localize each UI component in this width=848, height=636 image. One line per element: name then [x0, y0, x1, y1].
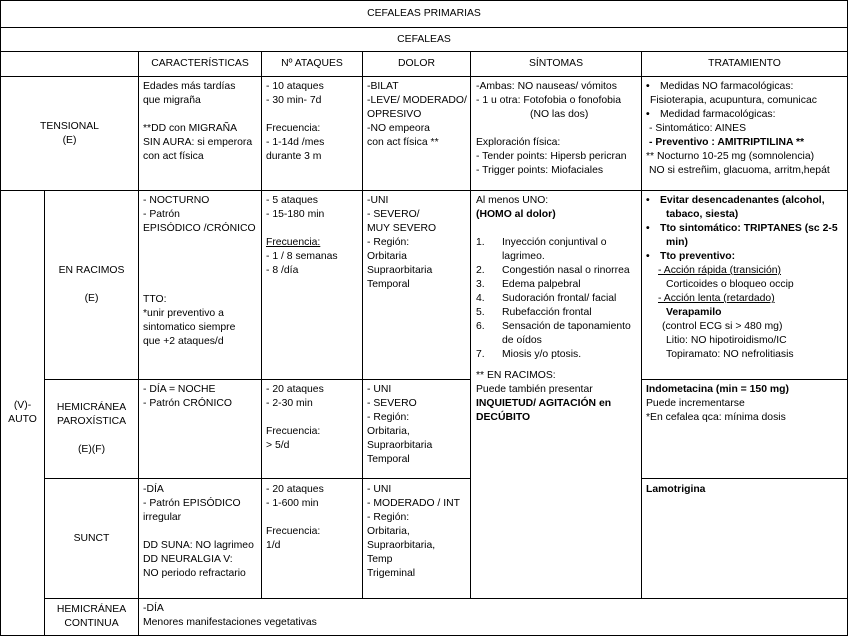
tensional-caracteristicas [143, 80, 261, 164]
header-tratamiento [642, 52, 847, 76]
text-line: (HOMO al dolor) [476, 209, 556, 220]
text-line: TTO: [143, 294, 167, 305]
text-line: - Preventivo : AMITRIPTILINA ** [649, 137, 805, 148]
spacer [476, 362, 641, 369]
bullet-icon: • [646, 195, 650, 206]
spacer [266, 511, 361, 525]
text-line: *En cefalea qca: mínima dosis [646, 412, 786, 423]
text-line: Supraorbitaria, [367, 540, 436, 551]
rule [362, 51, 363, 599]
text-line: - MODERADO / INT [367, 498, 460, 509]
table-subtitle [0, 28, 848, 51]
text-line: Exploración física: [476, 137, 561, 148]
text-line: - 8 /día [266, 265, 299, 276]
row-name: SUNCT [73, 532, 110, 544]
text-line: OPRESIVO [367, 109, 422, 120]
list-number: 4. [476, 293, 485, 304]
spacer [476, 122, 641, 136]
text-line: EPISÓDICO /CRÓNICO [143, 223, 256, 234]
racimos-dolor [367, 194, 470, 292]
row-code: (E) [84, 293, 99, 304]
text-line: -DÍA [143, 603, 164, 614]
list-number: 3. [476, 279, 485, 290]
text-line: DD NEURALGIA V: [143, 554, 233, 565]
spacer [476, 222, 641, 236]
header-caracteristicas [139, 52, 261, 76]
list-text: Sudoración frontal/ facial [502, 293, 617, 304]
sunct-ataques [266, 483, 361, 553]
list-item [476, 306, 641, 320]
bullet-icon: • [646, 251, 650, 262]
text-line: Topiramato: NO nefrolitiasis [666, 349, 794, 360]
text-line: > 5/d [266, 440, 290, 451]
row-name: HEMICRÁNEA [56, 402, 127, 413]
text-line: Medidas NO farmacológicas: [660, 81, 794, 92]
text-line: min) [666, 237, 688, 248]
text-line: NO periodo refractario [143, 568, 246, 579]
row-name: HEMICRÁNEA [56, 604, 127, 615]
text-line: Frecuencia: [266, 526, 321, 537]
header-label: SÍNTOMAS [528, 58, 584, 69]
hemicranea-caracteristicas [143, 383, 261, 411]
list-item [476, 348, 641, 362]
text-line: - 1 u otra: Fotofobia o fonofobia [476, 95, 621, 106]
racimos-tratamiento [646, 194, 847, 362]
group-line: (V)- [13, 400, 32, 411]
hemicranea-tratamiento [646, 383, 847, 425]
spacer [143, 525, 261, 539]
text-line: Trigeminal [367, 568, 416, 579]
text-line: Verapamilo [666, 307, 722, 318]
rule [44, 598, 848, 599]
text-line: Evitar desencadenantes (alcohol, [660, 195, 825, 206]
text-line: - 15-180 min [266, 209, 325, 220]
text-line: Indometacina (min = 150 mg) [646, 384, 789, 395]
text-line: tabaco, siesta) [666, 209, 739, 220]
header-sintomas [471, 52, 641, 76]
bullet-item [646, 250, 847, 264]
group-label-auto [1, 191, 44, 635]
text-line: sintomatico siempre [143, 322, 236, 333]
text-line: *unir preventivo a [143, 308, 224, 319]
bullet-item [646, 222, 847, 236]
text-line: irregular [143, 512, 182, 523]
text-line: -LEVE/ MODERADO/ [367, 95, 467, 106]
text-line: Al menos UNO: [476, 195, 549, 206]
rule [641, 51, 642, 599]
text-line: -DÍA [143, 484, 164, 495]
header-ataques [262, 52, 362, 76]
text-line: - Acción rápida (transición) [658, 265, 782, 276]
list-text: Congestión nasal o rinorrea [502, 265, 630, 276]
text-line: SIN AURA: si emperora [143, 137, 253, 148]
text-line: Supraorbitaria [367, 265, 433, 276]
row-name: EN RACIMOS [58, 265, 125, 276]
table-title [0, 1, 848, 27]
text-line: Medidad farmacológicas: [660, 109, 776, 120]
text-line: con act física [143, 151, 204, 162]
text-line: Corticoides o bloqueo occip [666, 279, 794, 290]
text-line: Frecuencia: [266, 237, 321, 248]
text-line: - 1 / 8 semanas [266, 251, 338, 262]
text-line: 1/d [266, 540, 281, 551]
text-line: - Patrón [143, 209, 180, 220]
row-label-continua [45, 599, 138, 635]
rule [138, 51, 139, 599]
text-line: que migraña [143, 95, 201, 106]
row-code: (E) [62, 134, 77, 146]
bullet-item [646, 194, 847, 208]
spacer [143, 108, 261, 122]
text-line: - Región: [367, 512, 410, 523]
text-line: Frecuencia: [266, 123, 321, 134]
text-line: Puede incrementarse [646, 398, 745, 409]
text-line: durante 3 m [266, 151, 322, 162]
text-line: - UNI [367, 384, 392, 395]
text-line: - 10 ataques [266, 81, 324, 92]
text-line: - 5 ataques [266, 195, 318, 206]
text-line: - 20 ataques [266, 484, 324, 495]
row-code: (E)(F) [77, 444, 106, 455]
row-label-sunct [45, 479, 138, 598]
list-item [476, 264, 641, 278]
text-line: DD SUNA: NO lagrimeo [143, 540, 254, 551]
text-line: Menores manifestaciones vegetativas [143, 617, 317, 628]
text-line: DECÚBITO [476, 412, 531, 423]
text-line: MUY SEVERO [367, 223, 437, 234]
racimos-tto [143, 293, 261, 349]
text-line: ** EN RACIMOS: [476, 370, 556, 381]
text-line: - 1-14d /mes [266, 137, 325, 148]
title-text: CEFALEAS PRIMARIAS [367, 8, 481, 19]
text-line: Orbitaria [367, 251, 407, 262]
rule [138, 598, 139, 636]
shared-sintomas [476, 194, 641, 425]
header-label: CARACTERÍSTICAS [151, 58, 249, 69]
row-label-racimos [45, 191, 138, 379]
text-line: -UNI [367, 195, 389, 206]
list-text: Rubefacción frontal [502, 307, 592, 318]
text-line: Fisioterapia, acupuntura, comunicac [650, 95, 817, 106]
list-text: Inyección conjuntival o [502, 237, 607, 248]
list-number: 7. [476, 349, 485, 360]
rule [641, 478, 848, 479]
list-number: 2. [476, 265, 485, 276]
text-line: - 2-30 min [266, 398, 313, 409]
row-label-hemicranea [45, 380, 138, 478]
sunct-dolor [367, 483, 470, 581]
text-line: Frecuencia: [266, 426, 321, 437]
text-line: (control ECG si > 480 mg) [662, 321, 783, 332]
tensional-sintomas [476, 80, 641, 178]
text-line: - Región: [367, 412, 410, 423]
list-item [476, 236, 641, 250]
text-line: Orbitaria, [367, 526, 410, 537]
continua-caracteristicas [143, 602, 643, 630]
header-label: DOLOR [398, 58, 435, 69]
text-line: - 1-600 min [266, 498, 319, 509]
rule [470, 51, 471, 599]
text-line: - SEVERO/ [367, 209, 420, 220]
text-line: Temporal [367, 454, 410, 465]
bullet-icon: • [646, 109, 650, 120]
text-line: - 20 ataques [266, 384, 324, 395]
rule [261, 51, 262, 599]
text-line: - 30 min- 7d [266, 95, 322, 106]
row-name: CONTINUA [64, 618, 119, 629]
text-line: Temporal [367, 279, 410, 290]
subtitle-text: CEFALEAS [397, 33, 451, 45]
row-name: TENSIONAL [40, 120, 99, 132]
bullet-item [646, 108, 847, 122]
list-text: lagrimeo. [502, 251, 545, 262]
text-line: - Patrón CRÓNICO [143, 398, 232, 409]
text-line: Orbitaria, [367, 426, 410, 437]
bullet-icon: • [646, 81, 650, 92]
list-item [476, 320, 641, 334]
racimos-ataques [266, 194, 361, 278]
row-name: PAROXÍSTICA [56, 416, 127, 427]
text-line: -NO empeora [367, 123, 430, 134]
text-line: - SEVERO [367, 398, 417, 409]
text-line: -Ambas: NO nauseas/ vómitos [476, 81, 617, 92]
bullet-item [646, 80, 847, 94]
sunct-caracteristicas [143, 483, 261, 581]
rule [641, 379, 848, 380]
text-line: - Acción lenta (retardado) [658, 293, 775, 304]
list-number: 5. [476, 307, 485, 318]
group-line: AUTO [8, 414, 37, 425]
text-line: - Sintomático: AINES [649, 123, 747, 134]
spacer [266, 411, 361, 425]
tensional-tratamiento [646, 80, 847, 178]
text-line: Supraorbitaria [367, 440, 433, 451]
text-line: - Región: [367, 237, 410, 248]
text-line: Litio: NO hipotiroidismo/IC [666, 335, 787, 346]
hemicranea-ataques [266, 383, 361, 453]
text-line: ** Nocturno 10-25 mg (somnolencia) [646, 151, 815, 162]
list-text: Miosis y/o ptosis. [502, 349, 582, 360]
list-item [476, 334, 641, 348]
list-number: 1. [476, 237, 485, 248]
list-text: Sensación de taponamiento [502, 321, 631, 332]
text-line: (NO las dos) [530, 109, 589, 120]
text-line: Edades más tardías [143, 81, 236, 92]
text-line: NO si estreñim, glacuoma, arritm,hepát [649, 165, 830, 176]
list-item [476, 278, 641, 292]
tensional-dolor [367, 80, 470, 150]
tensional-ataques [266, 80, 361, 164]
text-line: **DD con MIGRAÑA [143, 123, 238, 134]
text-line: - DÍA = NOCHE [143, 384, 216, 395]
header-label: TRATAMIENTO [708, 58, 781, 69]
text-line: - Trigger points: Miofaciales [476, 165, 604, 176]
list-item [476, 250, 641, 264]
text-line: - Tender points: Hipersb pericran [476, 151, 627, 162]
spacer [266, 108, 361, 122]
text-line: Temp [367, 554, 393, 565]
text-line: - UNI [367, 484, 392, 495]
bullet-icon: • [646, 223, 650, 234]
text-line: que +2 ataques/d [143, 336, 224, 347]
text-line: - NOCTURNO [143, 195, 210, 206]
header-dolor [363, 52, 470, 76]
header-label: Nº ATAQUES [281, 58, 343, 69]
list-item [476, 292, 641, 306]
text-line: Tto preventivo: [660, 251, 736, 262]
text-line: INQUIETUD/ AGITACIÓN en [476, 398, 612, 409]
hemicranea-dolor [367, 383, 470, 467]
text-line: Tto sintomático: TRIPTANES (sc 2-5 [660, 223, 838, 234]
list-text: Edema palpebral [502, 279, 581, 290]
text-line: Puede también presentar [476, 384, 593, 395]
text-line: -BILAT [367, 81, 399, 92]
racimos-caracteristicas [143, 194, 261, 236]
sunct-tratamiento [646, 483, 847, 497]
text-line: - Patrón EPISÓDICO [143, 498, 241, 509]
spacer [266, 222, 361, 236]
list-text: de oídos [502, 335, 542, 346]
row-label-tensional [1, 77, 138, 190]
text-line: Lamotrigina [646, 484, 706, 495]
list-number: 6. [476, 321, 485, 332]
text-line: con act física ** [367, 137, 439, 148]
